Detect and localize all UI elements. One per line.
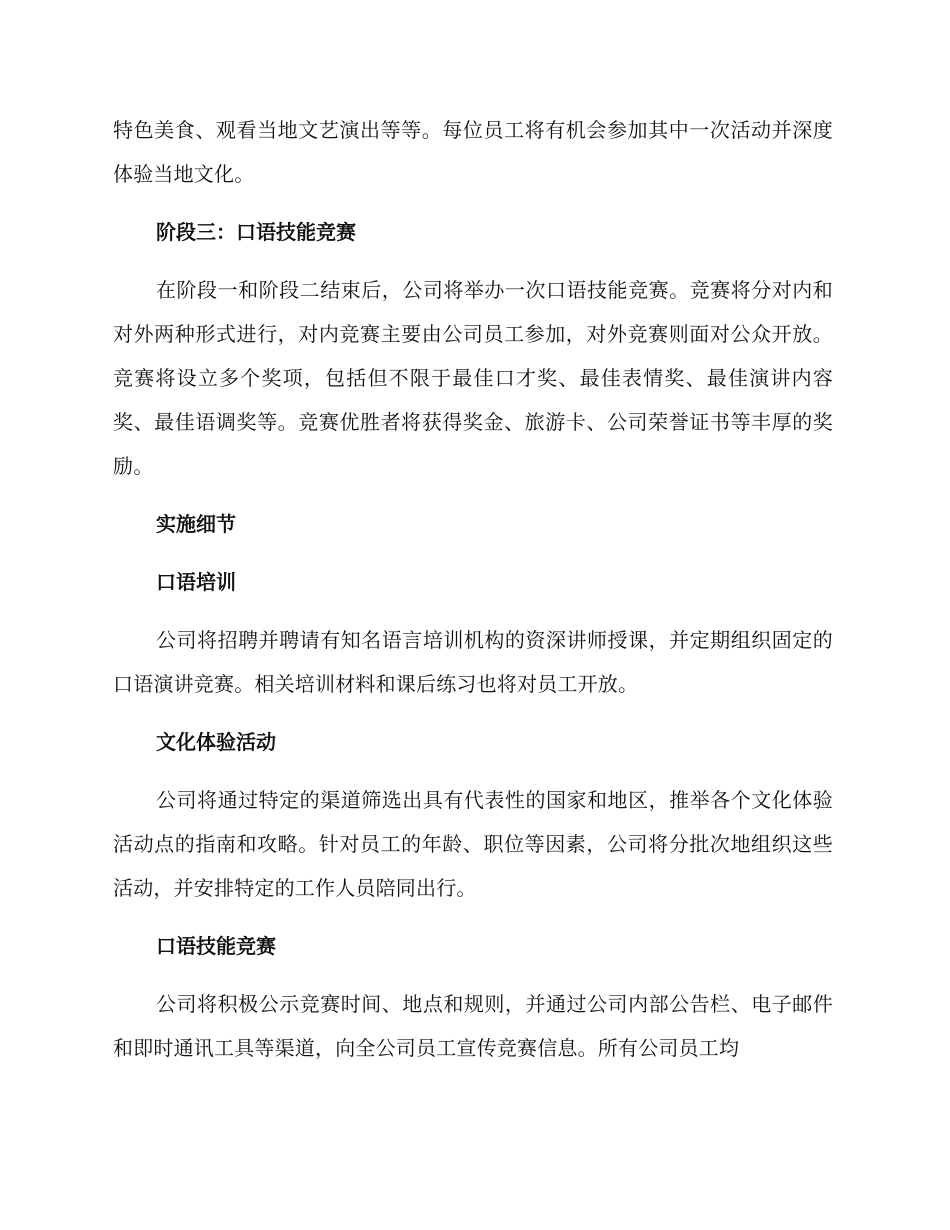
paragraph-continuation: 特色美食、观看当地文艺演出等等。每位员工将有机会参加其中一次活动并深度体验当地文化。 [113,118,833,186]
paragraph-oral-contest: 公司将积极公示竞赛时间、地点和规则，并通过公司内部公告栏、电子邮件和即时通讯工具等渠道，向全公司员工宣传竞赛信息。所有公司员工均 [113,992,833,1060]
heading-oral-contest: 口语技能竞赛 [156,934,276,958]
paragraph-oral-training: 公司将招聘并聘请有知名语言培训机构的资深讲师授课，并定期组织固定的口语演讲竞赛。相关培训材料和课后练习也将对员工开放。 [113,628,833,696]
heading-oral-training: 口语培训 [156,570,236,594]
document-body [113,108,833,1070]
heading-cultural-activities: 文化体验活动 [156,730,276,754]
heading-implementation-details: 实施细节 [156,512,236,536]
paragraph-stage-three: 在阶段一和阶段二结束后，公司将举办一次口语技能竞赛。竞赛将分对内和对外两种形式进行，对内竞赛主要由公司员工参加，对外竞赛则面对公众开放。竞赛将设立多个奖项，包括但不限于最佳口才奖、最佳表情奖、最佳演讲内容奖、最佳语调奖等。竞赛优胜者将获得奖金、旅游卡、公司荣誉证书等丰厚的奖励。 [113,278,833,478]
paragraph-cultural-activities: 公司将通过特定的渠道筛选出具有代表性的国家和地区，推举各个文化体验活动点的指南和攻略。针对员工的年龄、职位等因素，公司将分批次地组织这些活动，并安排特定的工作人员陪同出行。 [113,788,833,900]
heading-stage-three: 阶段三：口语技能竞赛 [156,220,356,244]
